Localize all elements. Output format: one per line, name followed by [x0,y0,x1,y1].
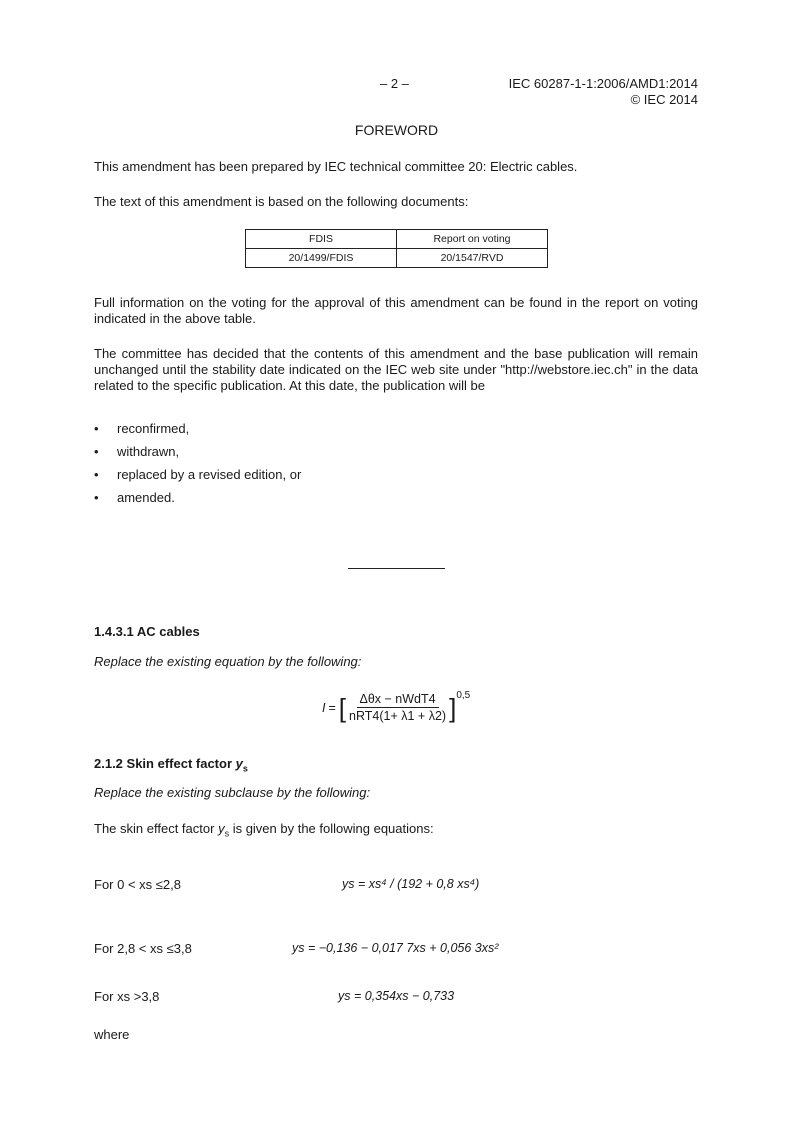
ampacity-equation: I = [ $\frac{\text{Δθx − nWdT4}}{\text{nRT4(1+ λ1 + λ2)}}$ ] 0,5 [322,690,471,723]
list-item: • reconfirmed, [94,421,698,444]
condition-1: For 0 < xs ≤2,8 [94,877,181,892]
list-item: • amended. [94,490,698,513]
eq-exponent: 0,5 [456,690,471,701]
section-heading-212 [94,756,248,772]
list-item: • replaced by a revised edition, or [94,467,698,490]
doc-id-line: IEC 60287-1-1:2006/AMD1:2014 [508,76,698,91]
table-header-cell: Report on voting [397,230,548,249]
equation-3: ys = 0,354xs − 0,733 [338,989,455,1003]
intro-subscript: s [224,828,230,839]
eq-denominator: nRT4(1+ λ1 + λ2) [349,709,447,723]
list-item: • withdrawn, [94,444,698,467]
section-divider [348,568,445,569]
foreword-paragraph-1: This amendment has been prepared by IEC technical committee 20: Electric cables. [94,159,578,174]
foreword-title: FOREWORD [354,122,439,138]
eq-lhs: I [322,700,326,715]
instruction-212: Replace the existing subclause by the following: [94,785,371,800]
copyright-line: © IEC 2014 [630,92,698,107]
voting-documents-table [245,229,548,268]
page-number: – 2 – [380,76,409,91]
intro-symbol: y [218,821,225,836]
skin-effect-intro [94,821,434,837]
section-heading-1431: 1.4.3.1 AC cables [94,624,200,639]
instruction-1431: Replace the existing equation by the following: [94,654,362,669]
equation-1: ys = xs⁴ / (192 + 0,8 xs⁴) [342,877,480,891]
foreword-paragraph-4: The committee has decided that the contents of this amendment and the base publication will remain unchanged until the stability date indicated on the IEC web site under "http://webstore.iec.ch" in the data related to the specific publication. At this date, the publication will be [94,346,698,393]
table-header-row [246,230,548,249]
eq-fraction [346,692,449,723]
bullet-list [94,421,698,513]
foreword-paragraph-2: The text of this amendment is based on the following documents: [94,194,469,209]
table-row [246,249,548,268]
heading-symbol: y [235,756,243,771]
heading-text: 2.1.2 Skin effect factor [94,756,232,771]
intro-text: The skin effect factor [94,821,215,836]
condition-2: For 2,8 < xs ≤3,8 [94,941,192,956]
table-cell: 20/1547/RVD [397,249,548,268]
condition-3: For xs >3,8 [94,989,160,1004]
intro-text-end: is given by the following equations: [232,821,434,836]
table-cell: 20/1499/FDIS [246,249,397,268]
equation-2: ys = −0,136 − 0,017 7xs + 0,056 3xs² [292,941,499,955]
foreword-paragraph-3: Full information on the voting for the approval of this amendment can be found in the report on voting indicated in the above table. [94,295,698,326]
heading-subscript: s [242,763,248,774]
eq-numerator: Δθx − nWdT4 [357,692,439,708]
document-identifier [509,76,698,108]
table-header-cell: FDIS [246,230,397,249]
where-label: where [94,1027,130,1042]
